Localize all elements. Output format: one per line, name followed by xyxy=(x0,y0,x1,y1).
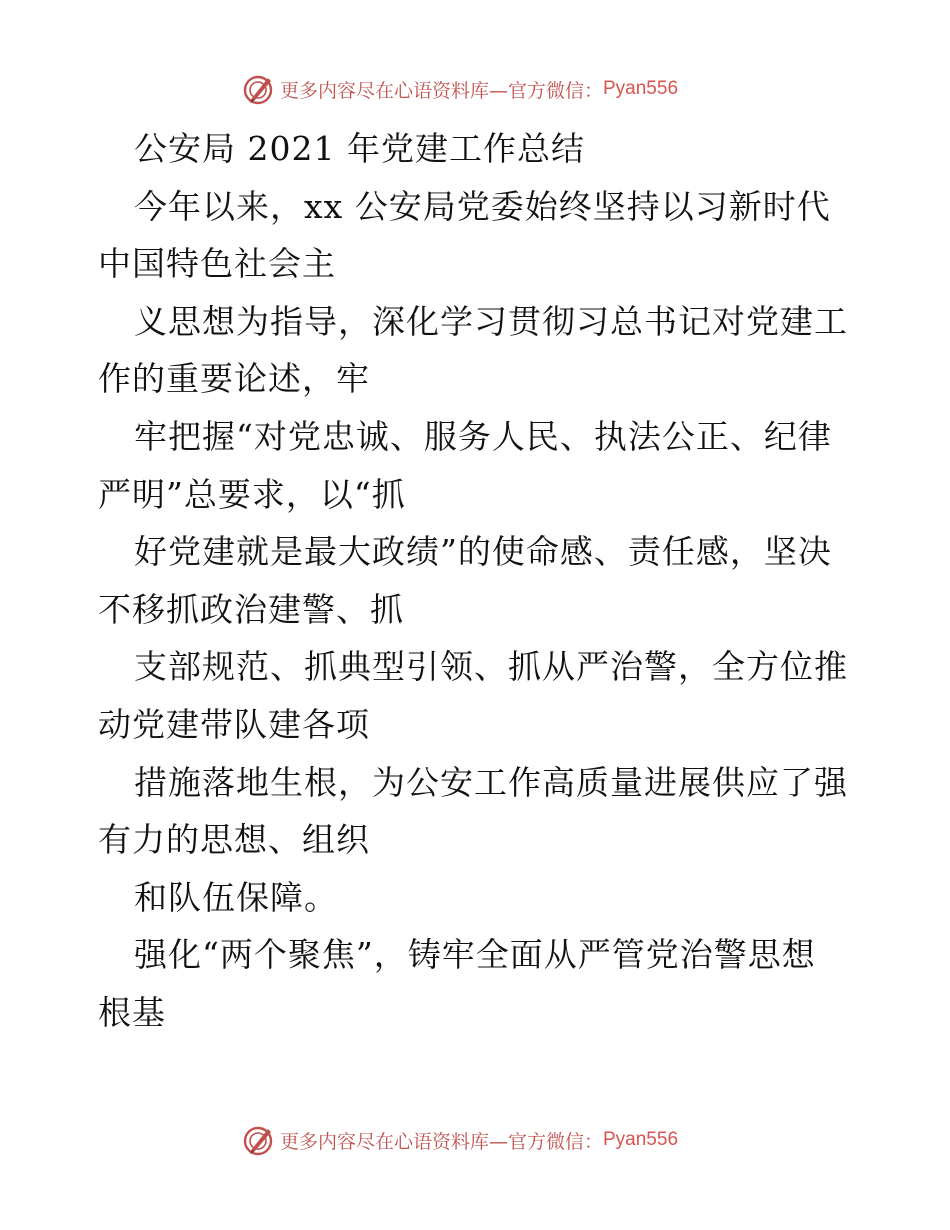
text-line: 动党建带队建各项 xyxy=(98,704,370,744)
watermark-wechat-id: Pyan556 xyxy=(603,1129,679,1150)
text-line: 根基 xyxy=(98,992,166,1032)
text-line: 有力的思想、组织 xyxy=(98,820,370,860)
text-line: 中国特色社会主 xyxy=(98,244,336,284)
text-line: 严明”总要求，以“抓 xyxy=(98,474,406,514)
document-body xyxy=(98,120,858,1042)
quill-pen-logo-icon xyxy=(242,1123,276,1157)
header-watermark xyxy=(0,72,950,106)
text-line: 今年以来，xx 公安局党委始终坚持以习新时代 xyxy=(134,186,831,226)
quill-pen-logo-icon xyxy=(242,72,276,106)
footer-watermark xyxy=(0,1123,950,1157)
text-line: 和队伍保障。 xyxy=(134,877,338,917)
watermark-wechat-id: Pyan556 xyxy=(603,78,679,99)
text-line: 好党建就是最大政绩”的使命感、责任感，坚决 xyxy=(134,532,832,572)
text-line: 牢把握“对党忠诚、服务人民、执法公正、纪律 xyxy=(134,416,832,456)
text-line: 不移抓政治建警、抓 xyxy=(98,589,404,629)
section-heading: 强化“两个聚焦”，铸牢全面从严管党治警思想 xyxy=(134,935,816,975)
watermark-text: 更多内容尽在心语资料库—官方微信： xyxy=(279,79,603,102)
text-line: 支部规范、抓典型引领、抓从严治警，全方位推 xyxy=(134,647,848,687)
document-title: 公安局 2021 年党建工作总结 xyxy=(134,129,585,168)
text-line: 作的重要论述，牢 xyxy=(98,359,370,399)
text-line: 措施落地生根，为公安工作高质量进展供应了强 xyxy=(134,762,848,802)
watermark-text: 更多内容尽在心语资料库—官方微信： xyxy=(279,1130,603,1153)
text-line: 义思想为指导，深化学习贯彻习总书记对党建工 xyxy=(134,301,848,341)
